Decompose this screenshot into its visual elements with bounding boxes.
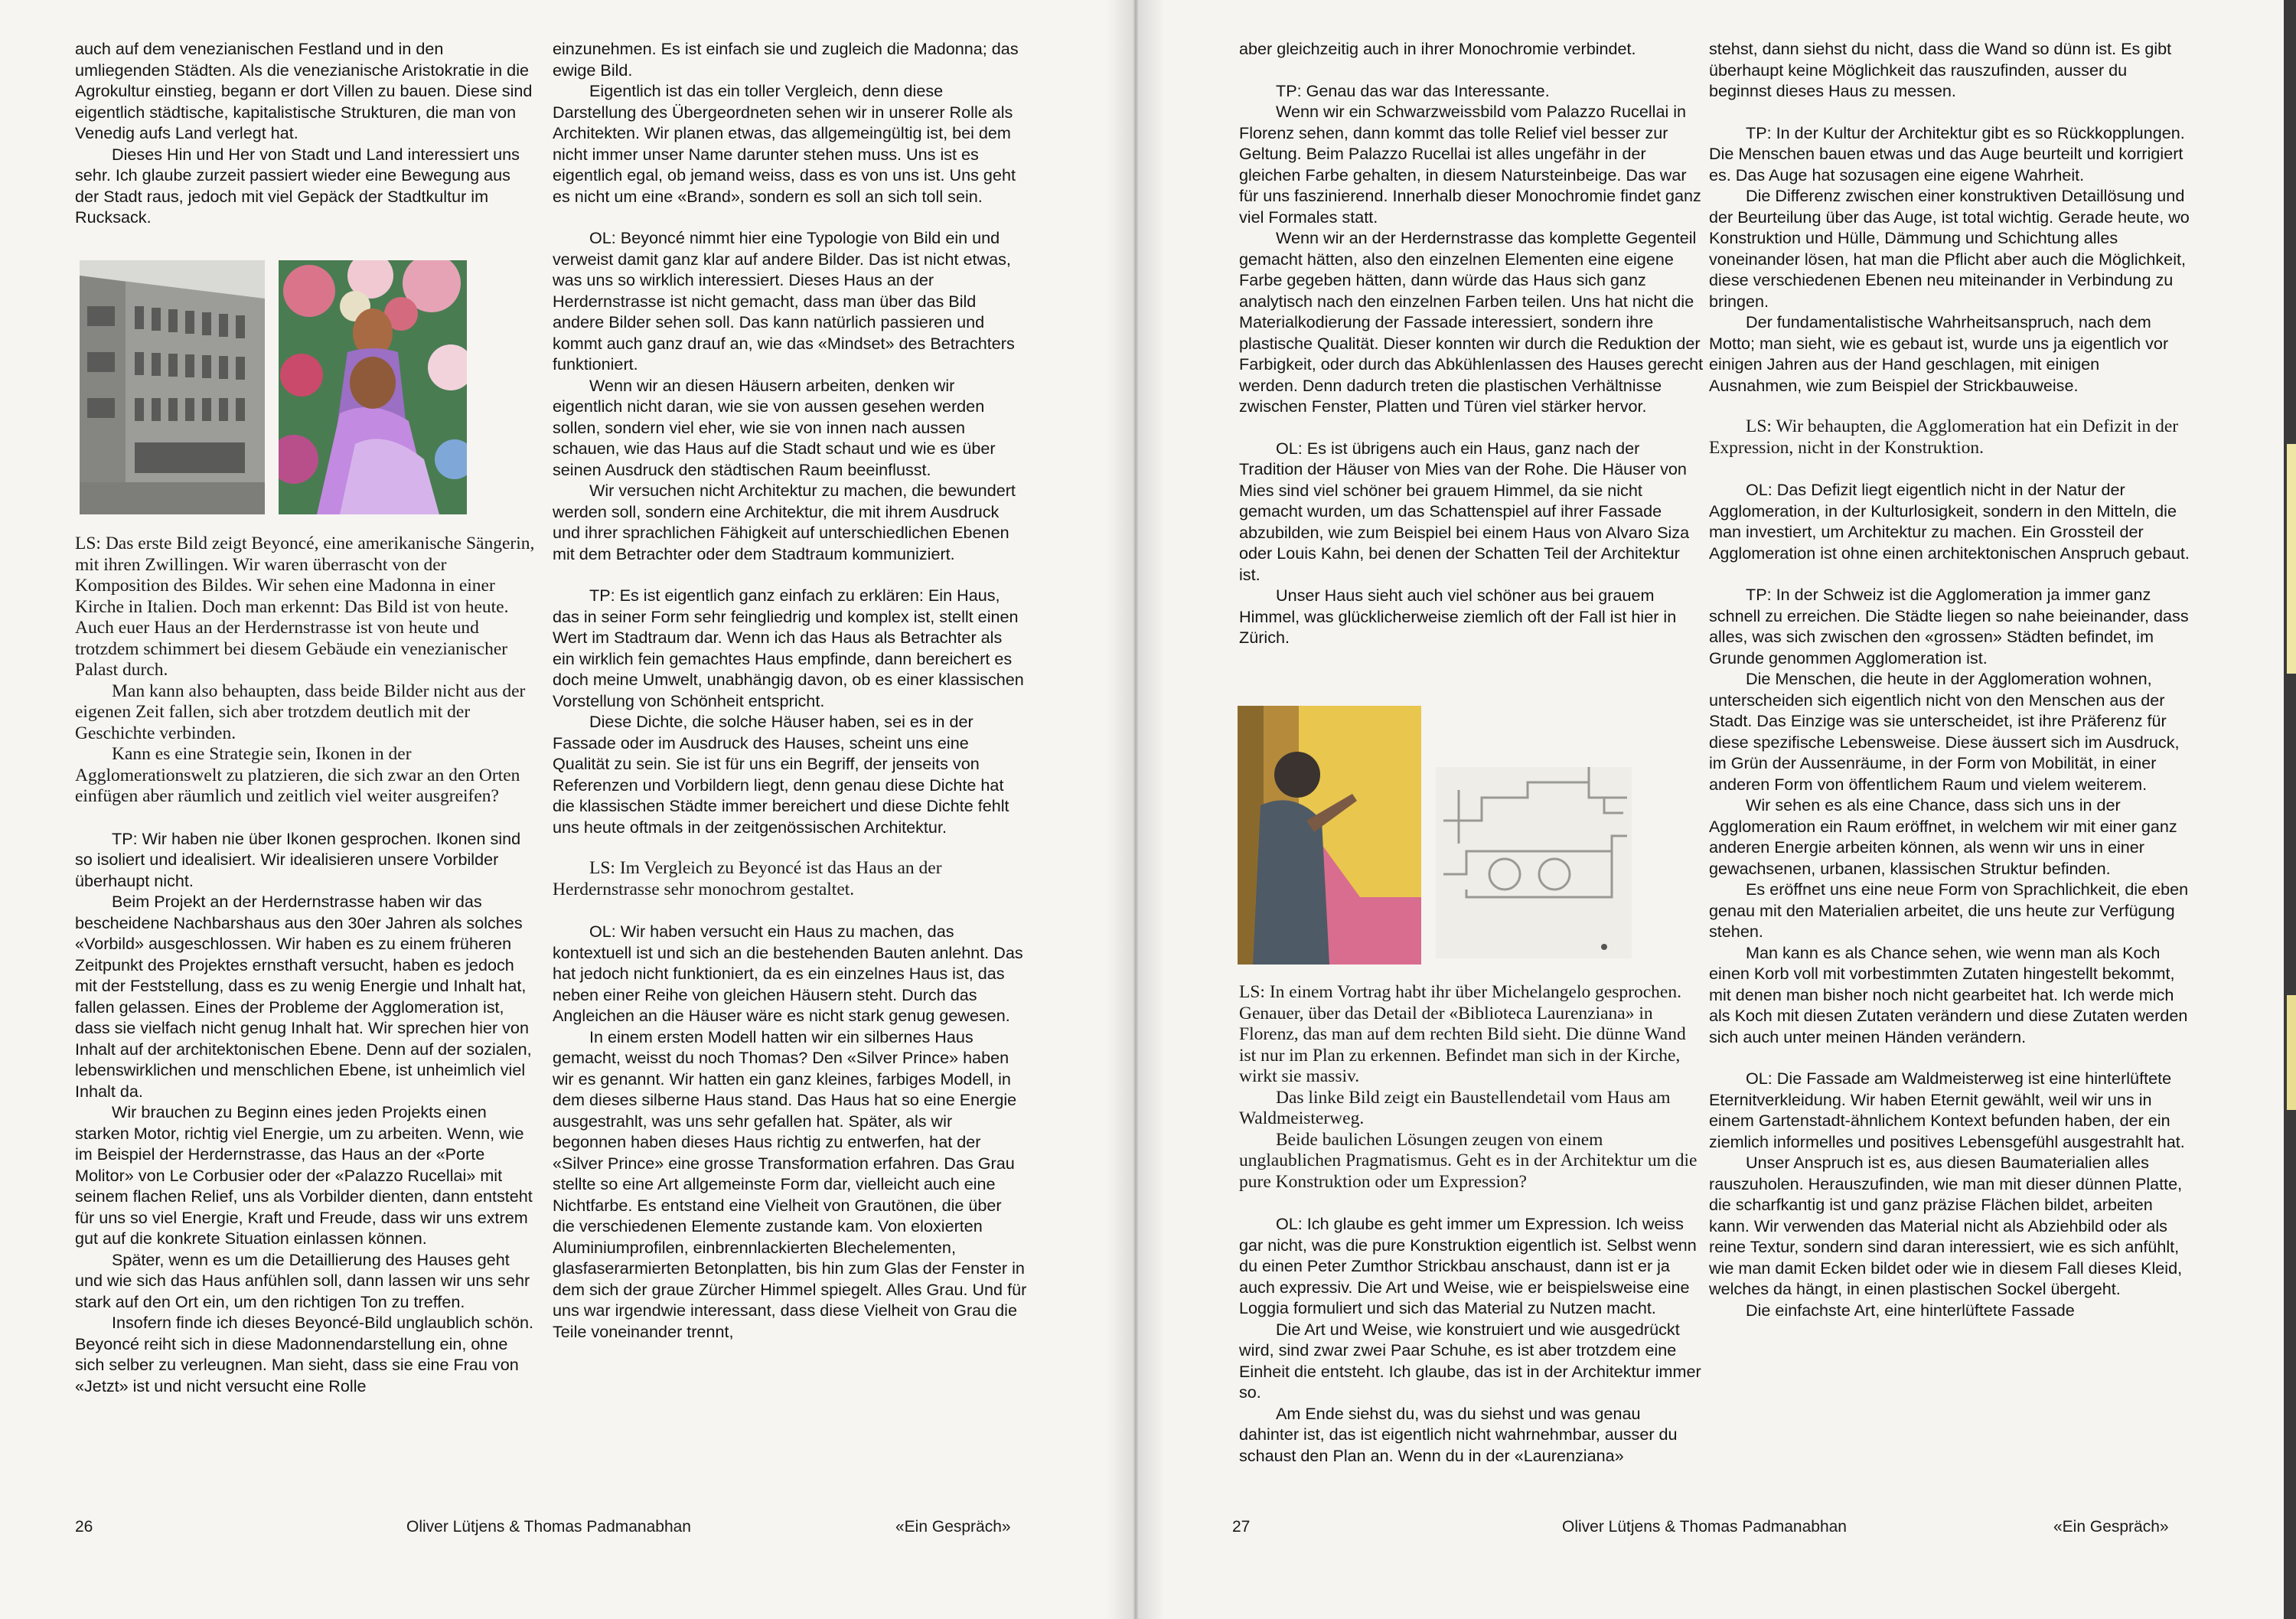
interviewer-question: LS: In einem Vortrag habt ihr über Michelangelo gesprochen. Genauer, über das Detail der «Biblioteca Laurenziana» in Florenz, das man auf dem rechten Bild sieht. Die dünne Wand ist nur im Plan zu erkennen. Befindet man sich in der Kirche, wirkt sie massiv.	[1239, 982, 1686, 1086]
paragraph-gap	[1709, 563, 2193, 584]
paragraph-gap	[1239, 417, 1704, 438]
paragraph-gap	[1709, 396, 2193, 416]
body-paragraph: TP: Es ist eigentlich ganz einfach zu erklären: Ein Haus, das in seiner Form sehr feingliedrig und komplex ist, stellt einen Wert im Stadtraum dar. Wenn ich das Haus als Betrachter als ein wirklich fein gemachtes Haus empfinde, dann bereichert es doch meine Umwelt, unabhängig davon, ob es einer klassischen Vorstellung von Schönheit entspricht.	[553, 586, 1024, 710]
paragraph-gap	[1239, 60, 1704, 80]
page-tab-marker	[2287, 444, 2296, 674]
body-paragraph: OL: Beyoncé nimmt hier eine Typologie von Bild ein und verweist damit ganz klar auf andere Bilder. Das ist nicht etwas, was uns so wirklich interessiert. Dieses Haus an der Herdernstrasse ist nicht gemacht, dass man über das Bild andere Bilder sehen soll. Das kann natürlich passieren und kommt auch ganz drauf an, wie das «Mindset» des Betrachters funktioniert.	[553, 228, 1015, 374]
paragraph-gap	[1709, 1047, 2193, 1068]
body-paragraph: TP: Genau das war das Interessante.	[1276, 80, 1550, 100]
laurenziana-floor-plan	[1436, 767, 1632, 958]
floor-plan-drawing	[1436, 767, 1632, 958]
body-paragraph: Wenn wir an diesen Häusern arbeiten, denken wir eigentlich nicht daran, wie sie von aussen gesehen werden sollen, sondern viel eher, wie sie von innen nach aussen schauen, wie das Haus auf die Stadt schaut und wie es über seinen Ausdruck den städtischen Raum beeinflusst.	[553, 375, 996, 479]
interviewer-question: Kann es eine Strategie sein, Ikonen in der Agglomerationswelt zu platzieren, die sich zwar an den Orten einfügen aber räumlich und zeitlich viel weiter ausgreifen?	[75, 744, 520, 806]
body-paragraph: Am Ende siehst du, was du siehst und was genau dahinter ist, das ist eigentlich nicht wahrnehmbar, ausser du schaust den Plan an. Wenn du in der «Laurenziana»	[1239, 1403, 1678, 1465]
interviewer-question: LS: Das erste Bild zeigt Beyoncé, eine amerikanische Sängerin, mit ihren Zwillingen. Wir waren überrascht von der Komposition des Bildes. Wir sehen eine Madonna in einer Kirche in Italien. Doch man erkennt: Das Bild ist von heute. Auch euer Haus an der Herdernstrasse ist von heute und trotzdem schimmert bei diesem Gebäude ein venezianischer Palast durch.	[75, 534, 535, 680]
body-paragraph: Dieses Hin und Her von Stadt und Land interessiert uns sehr. Ich glaube zurzeit passiert wieder eine Bewegung aus der Stadt raus, jedoch mit viel Gepäck der Stadtkultur im Rucksack.	[75, 144, 520, 227]
construction-drawing	[1238, 706, 1421, 965]
body-paragraph: aber gleichzeitig auch in ihrer Monochromie verbindet.	[1239, 39, 1636, 58]
paragraph-gap	[75, 808, 537, 828]
left-footer-title: «Ein Gespräch»	[895, 1518, 1011, 1536]
body-paragraph: Die Art und Weise, wie konstruiert und wie ausgedrückt wird, sind zwar zwei Paar Schuhe, es ist aber trotzdem eine Einheit die entsteht. Ich glaube, das ist in der Architektur immer so.	[1239, 1319, 1701, 1402]
body-paragraph: Die Menschen, die heute in der Agglomeration wohnen, unterscheiden sich eigentlich nicht von den Menschen aus der Stadt. Das Einzige was sie unterscheidet, ist ihre Präferenz für diese spezifische Lebensweise. Diese äussert sich im Ausdruck, im Grün der Aussenräume, in der Form von Mobilität, in einer anderen Form von öffentlichem Raum und vielem weiterem.	[1709, 669, 2180, 794]
paragraph-gap	[553, 837, 1027, 858]
body-paragraph: Insofern finde ich dieses Beyoncé-Bild unglaublich schön. Beyoncé reiht sich in diese Madonnendarstellung ein, ohne sich selber zu verleugnen. Man sieht, dass sie eine Frau von «Jetzt» ist und nicht versucht eine Rolle	[75, 1313, 533, 1395]
interviewer-question: LS: Wir behaupten, die Agglomeration hat ein Defizit in der Expression, nicht in der Konstruktion.	[1709, 416, 2179, 458]
body-paragraph: Später, wenn es um die Detaillierung des Hauses geht und wie sich das Haus anfühlen soll, dann lassen wir uns sehr stark auf den Ort ein, um den richtigen Ton zu treffen.	[75, 1249, 530, 1311]
body-paragraph: Der fundamentalistische Wahrheitsanspruch, nach dem Motto; man sieht, wie es gebaut ist, wurde uns ja eigentlich vor einigen Jahren aus der Hand geschlagen, mit einigen Ausnahmen, wie zum Beispiel der Strickbauweise.	[1709, 312, 2169, 395]
body-paragraph: OL: Die Fassade am Waldmeisterweg ist eine hinterlüftete Eternitverkleidung. Wir haben Eternit gewählt, weil wir uns in einem Gartenstadt-ähnlichem Kontext befunden haben, der ein ziemlich informelles und positives Lebensgefühl ausgestrahlt hat.	[1709, 1069, 2185, 1151]
body-paragraph: Wir sehen es als eine Chance, dass sich uns in der Agglomeration ein Raum eröffnet, in welchem wir mit einer ganz anderen Energie arbeiten können, als wenn wir uns in einer gewachsenen, urbanen, klassischen Struktur befinden.	[1709, 795, 2177, 878]
page-tab-marker	[2287, 995, 2296, 1110]
body-paragraph: Wenn wir ein Schwarzweissbild vom Palazzo Rucellai in Florenz sehen, dann kommt das tolle Relief viel besser zur Geltung. Beim Palazzo Rucellai ist alles ungefähr in der gleichen Farbe gehalten, in diesem Natursteinbeige. Das war für uns faszinierend. Innerhalb dieser Monochromie findet ganz viel Formales statt.	[1239, 102, 1701, 227]
body-paragraph: Beim Projekt an der Herdernstrasse haben wir das bescheidene Nachbarshaus aus den 30er Jahren als solches «Vorbild» ausgeschlossen. Wir haben es zu einem früheren Zeitpunkt des Projektes ernsthaft versucht, haben es jedoch mit der Feststellung, dass es zu wenig Energie und Inhalt hat, fallen gelassen. Eines der Probleme der Agglomeration ist, dass sie vielfach nicht genug Inhalt hat. Wir sprechen hier von Inhalt auf der architektonischen Ebene. Denn auf der sozialen, lebenswirklichen und menschlichen Ebene, ist unheimlich viel Inhalt da.	[75, 892, 532, 1101]
body-paragraph: OL: Ich glaube es geht immer um Expression. Ich weiss gar nicht, was die pure Konstruktion eigentlich ist. Selbst wenn du einen Peter Zumthor Strickbau anschaust, dann ist er ja auch expressiv. Die Art und Weise, wie er beispielsweise eine Loggia formuliert und sich das Material zu Nutzen macht.	[1239, 1214, 1697, 1317]
body-paragraph: Unser Anspruch ist es, aus diesen Baumaterialien alles rauszuholen. Herauszufinden, wie man mit dieser dünnen Platte, die scharfkantig ist und ganz präzise Flächen bildet, arbeiten kann. Wir verwenden das Material nicht als Abziehbild oder als reine Textur, sondern sind daran interessiert, wie es sich anfühlt, wie man damit Ecken bildet oder wie in diesem Fall dieses Kleid, welches da hängt, in einen plastischen Sockel übergeht.	[1709, 1153, 2183, 1298]
page-edge	[2284, 0, 2296, 1619]
body-paragraph: TP: Wir haben nie über Ikonen gesprochen. Ikonen sind so isoliert und idealisiert. Wir idealisieren unsere Vorbilder überhaupt nicht.	[75, 828, 521, 890]
left-footer-authors: Oliver Lütjens & Thomas Padmanabhan	[406, 1518, 691, 1536]
body-paragraph: Eigentlich ist das ein toller Vergleich, denn diese Darstellung des Übergeordneten sehen wir in unserer Rolle als Architekten. Wir planen etwas, das allgemeingültig ist, bei dem nicht immer unser Name darunter stehen muss. Uns ist es eigentlich egal, ob jemand weiss, dass es von uns ist. Uns geht es nicht um eine «Brand», sondern es soll an sich toll sein.	[553, 81, 1016, 206]
body-paragraph: Wir versuchen nicht Architektur zu machen, die bewundert werden soll, sondern eine Architektur, die mit ihrem Ausdruck und ihrer sprachlichen Fähigkeit auf unterschiedlichen Ebenen mit dem Betrachter oder dem Stadtraum kommuniziert.	[553, 481, 1016, 563]
paragraph-gap	[1709, 459, 2193, 479]
paragraph-gap	[553, 207, 1027, 227]
body-paragraph: In einem ersten Modell hatten wir ein silbernes Haus gemacht, weisst du noch Thomas? Den «Silver Prince» haben wir es genannt. Wir hatten ein ganz kleines, farbiges Modell, in dem dieses silberne Haus stand. Das Haus hat so eine Energie ausgestrahlt, was uns sehr gefallen hat. Später, als wir begonnen haben dieses Haus richtig zu entwerfen, hat der «Silver Prince» eine grosse Transformation erfahren. Das Grau stellte so eine Art allgemeinste Form dar, vielleicht auch eine Nichtfarbe. Es entstand eine Vielheit von Grautönen, die über die verschiedenen Elemente zustande kam. Von eloxierten Aluminiumprofilen, einbrennlackierten Blechelementen, glasfaserarmierten Betonplatten, bis hin zum Glas der Fenster in dem sich der graue Zürcher Himmel spiegelt. Alles Grau. Und für uns war irgendwie interessant, dass diese Vielheit von Grau die Teile voneinander trennt,	[553, 1027, 1027, 1341]
body-paragraph: TP: In der Kultur der Architektur gibt es so Rückkopplungen. Die Menschen bauen etwas und das Auge beurteilt und korrigiert es. Das Auge hat sozusagen eine eigene Wahrheit.	[1709, 122, 2185, 184]
left-page-number: 26	[75, 1518, 93, 1536]
body-paragraph: Es eröffnet uns eine neue Form von Sprachlichkeit, die eben genau mit den Materialien arbeitet, die uns heute zur Verfügung stehen.	[1709, 880, 2189, 941]
right-page-number: 27	[1232, 1518, 1251, 1536]
right-page	[1136, 0, 2284, 1619]
body-paragraph: auch auf dem venezianischen Festland und in den umliegenden Städten. Als die venezianische Aristokratie in die Agrokultur einstieg, begann er dort Villen zu bauen. Diese sind eigentlich städtische, kapitalistische Strukturen, die man von Venedig aufs Land verlegt hat.	[75, 39, 533, 142]
body-paragraph: Wenn wir an der Herdernstrasse das komplette Gegenteil gemacht hätten, also den einzelnen Elementen eine eigene Farbe gegeben hätten, dann würde das Haus sich ganz analytisch nach den einzelnen Farben teilen. Uns hat nicht die Materialkodierung der Fassade interessiert, sondern ihre plastische Qualität. Dieser konnten wir durch die Reduktion der Farbigkeit, oder durch das Abkühlenlassen des Hauses gerecht werden. Denn dadurch treten die plastischen Verhältnisse zwischen Fenster, Platten und Türen viel stärker hervor.	[1239, 228, 1704, 416]
left-page	[0, 0, 1136, 1619]
paragraph-gap	[553, 564, 1027, 585]
body-paragraph: OL: Es ist übrigens auch ein Haus, ganz nach der Tradition der Häuser von Mies van der Rohe. Die Häuser von Mies sind viel schöner bei grauem Himmel, da sie nicht gemacht wurden, um das Schattenspiel auf ihrer Fassade abzubilden, wie zum Beispiel bei einem Haus von Alvaro Siza oder Louis Kahn, bei denen der Schatten Teil der Architektur ist.	[1239, 438, 1690, 584]
left-column-1-bottom	[75, 534, 537, 1396]
body-paragraph: Unser Haus sieht auch viel schöner aus bei grauem Himmel, was glücklicherweise ziemlich oft der Fall ist hier in Zürich.	[1239, 586, 1677, 647]
interviewer-question: Das linke Bild zeigt ein Baustellendetail vom Haus am Waldmeisterweg.	[1239, 1087, 1671, 1128]
paragraph-gap	[1239, 1193, 1704, 1213]
body-paragraph: einzunehmen. Es ist einfach sie und zugleich die Madonna; das ewige Bild.	[553, 39, 1019, 80]
body-paragraph: Die Differenz zwischen einer konstruktiven Detaillösung und der Beurteilung über das Auge, ist total wichtig. Gerade heute, wo Konstruktion und Hülle, Dämmung und Schichtung alles voneinander lösen, hat man die Pflicht aber auch die Möglichkeit, diese verschiedenen Ebenen neu miteinander in Verbindung zu bringen.	[1709, 186, 2190, 311]
beyonce-madonna-photo	[279, 260, 467, 514]
right-column-2	[1709, 38, 2193, 1320]
right-column-1-bottom	[1239, 982, 1704, 1466]
paragraph-gap	[553, 900, 1027, 921]
body-paragraph: Wir brauchen zu Beginn eines jeden Projekts einen starken Motor, richtig viel Energie, um zu arbeiten. Wenn, wie im Beispiel der Herdernstrasse, das Haus an der «Porte Molitor» von Le Corbusier oder der «Palazzo Rucellai» mit seinem flachen Relief, uns als Vorbilder dienten, dann entsteht für uns so viel Energie, Kraft und Freude, dass wir uns extrem gut auf die konkrete Situation einlassen können.	[75, 1102, 533, 1248]
left-column-1-top	[75, 38, 537, 228]
body-paragraph: Die einfachste Art, eine hinterlüftete Fassade	[1746, 1300, 2075, 1320]
left-column-2	[553, 38, 1027, 1342]
right-footer-title: «Ein Gespräch»	[2053, 1518, 2169, 1536]
body-paragraph: stehst, dann siehst du nicht, dass die Wand so dünn ist. Es gibt überhaupt keine Möglichkeit das rauszufinden, ausser du beginnst dieses Haus zu messen.	[1709, 39, 2172, 100]
interviewer-question: LS: Im Vergleich zu Beyoncé ist das Haus an der Herdernstrasse sehr monochrom gestaltet.	[553, 858, 942, 899]
herdernstrasse-building-photo	[80, 260, 265, 514]
body-paragraph: Man kann es als Chance sehen, wie wenn man als Koch einen Korb voll mit vorbestimmten Zutaten hingestellt bekommt, mit denen man bisher noch nicht gearbeitet hat. Ich werde mich als Koch mit diesen Zutaten verändern und diese Zutaten werden sich auch unter meinen Händen verändern.	[1709, 942, 2188, 1046]
paragraph-gap	[1709, 102, 2193, 122]
building-drawing	[80, 260, 265, 514]
waldmeisterweg-construction-photo	[1238, 706, 1421, 965]
body-paragraph: OL: Wir haben versucht ein Haus zu machen, das kontextuell ist und sich an die bestehenden Bauten anlehnt. Das hat jedoch nicht funktioniert, da es ein einzelnes Haus ist, das neben einer Reihe von gleichen Häusern steht. Durch das Angleichen an die Häuser wäre es nicht stark genug gewesen.	[553, 922, 1023, 1025]
body-paragraph: OL: Das Defizit liegt eigentlich nicht in der Natur der Agglomeration, in der Kulturlosigkeit, sondern in den Mitteln, die man investiert, um Architektur zu machen. Ein Grossteil der Agglomeration ist ohne einen architektonischen Anspruch gebaut.	[1709, 480, 2190, 563]
beyonce-drawing	[279, 260, 467, 514]
right-column-1-top	[1239, 38, 1704, 648]
interviewer-question: Man kann also behaupten, dass beide Bilder nicht aus der eigenen Zeit fallen, sich aber trotzdem deutlich mit der Geschichte verbinden.	[75, 681, 526, 743]
body-paragraph: Diese Dichte, die solche Häuser haben, sei es in der Fassade oder im Ausdruck des Hauses, scheint uns eine Qualität zu sein. Sie ist für uns ein Begriff, der jenseits von Referenzen und Vorbildern liegt, denn genau diese Dichte hat die klassischen Städte immer bereichert und diese Dichte fehlt uns heute oftmals in der zeitgenössischen Architektur.	[553, 712, 1009, 837]
interviewer-question: Beide baulichen Lösungen zeugen von einem unglaublichen Pragmatismus. Geht es in der Architektur um die pure Konstruktion oder um Expression?	[1239, 1129, 1698, 1192]
right-footer-authors: Oliver Lütjens & Thomas Padmanabhan	[1562, 1518, 1847, 1536]
body-paragraph: TP: In der Schweiz ist die Agglomeration ja immer ganz schnell zu erreichen. Die Städte liegen so nahe beieinander, dass alles, was sich zwischen den «grossen» Städten befindet, im Grunde genommen Agglomeration ist.	[1709, 585, 2189, 668]
